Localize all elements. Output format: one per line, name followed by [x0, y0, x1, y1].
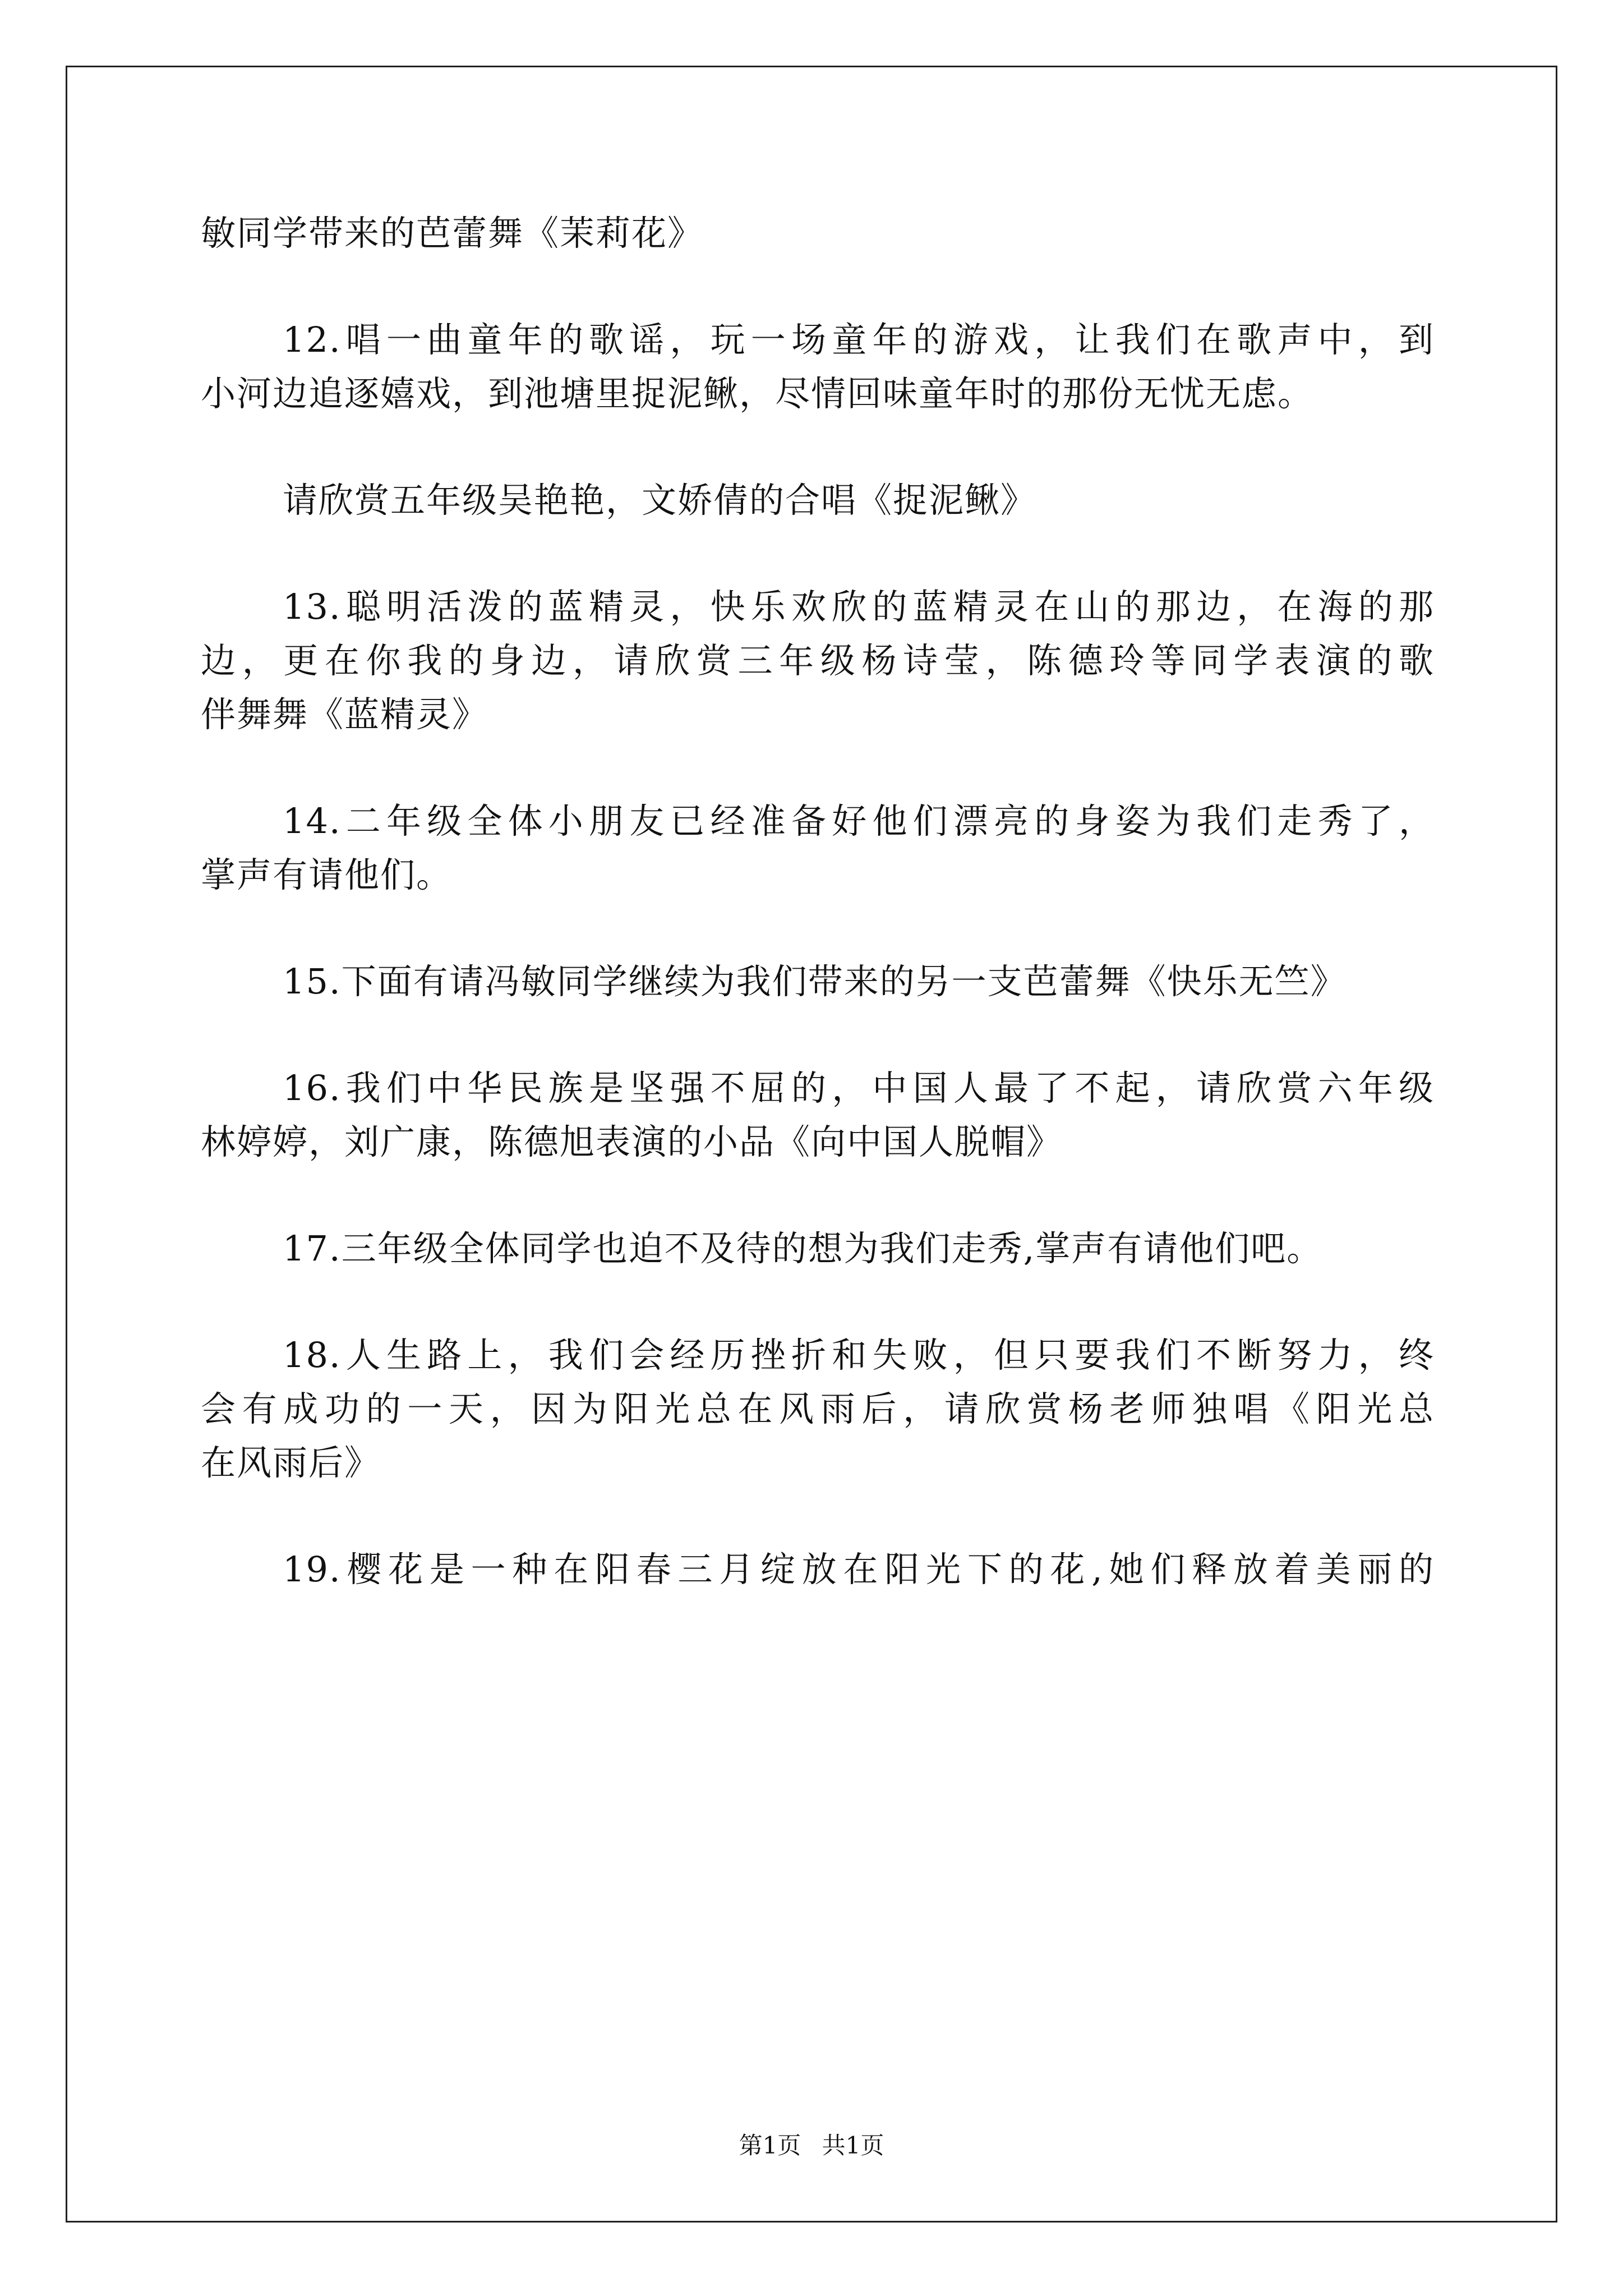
- text-line: 会有成功的一天，因为阳光总在风雨后，请欣赏杨老师独唱《阳光总: [201, 1388, 1435, 1429]
- page-footer: [0, 2132, 1623, 2160]
- paragraph-gap: [201, 527, 1435, 580]
- text-line: 伴舞舞《蓝精灵》: [201, 694, 488, 735]
- text-line: 15.下面有请冯敏同学继续为我们带来的另一支芭蕾舞《快乐无竺》: [283, 961, 1347, 1002]
- text-line: 林婷婷，刘广康，陈德旭表演的小品《向中国人脱帽》: [201, 1121, 1063, 1162]
- text-line: 17.三年级全体同学也迫不及待的想为我们走秀,掌声有请他们吧。: [283, 1228, 1323, 1269]
- page-total: 共1页: [822, 2132, 884, 2159]
- paragraph: [201, 794, 1435, 902]
- paragraph: [201, 206, 1435, 260]
- paragraph: [201, 313, 1435, 421]
- text-line: 14.二年级全体小朋友已经准备好他们漂亮的身姿为我们走秀了，: [283, 800, 1435, 841]
- text-line: 19.樱花是一种在阳春三月绽放在阳光下的花,她们释放着美丽的: [283, 1549, 1435, 1590]
- paragraph: [201, 473, 1435, 527]
- text-line: 18.人生路上，我们会经历挫折和失败，但只要我们不断努力，终: [283, 1335, 1435, 1375]
- paragraph: [201, 1222, 1435, 1276]
- paragraph-gap: [201, 742, 1435, 794]
- text-line: 13.聪明活泼的蓝精灵，快乐欢欣的蓝精灵在山的那边，在海的那: [283, 586, 1435, 627]
- text-line: 12.唱一曲童年的歌谣，玩一场童年的游戏，让我们在歌声中，到: [283, 319, 1435, 360]
- text-line: 掌声有请他们。: [201, 854, 453, 895]
- document-body: [201, 206, 1435, 1596]
- text-line: 小河边追逐嬉戏，到池塘里捉泥鳅，尽情回味童年时的那份无忧无虑。: [201, 373, 1314, 414]
- paragraph-gap: [201, 421, 1435, 473]
- paragraph-gap: [201, 1490, 1435, 1543]
- text-line: 在风雨后》: [201, 1442, 381, 1483]
- paragraph: [201, 1328, 1435, 1490]
- paragraph: [201, 1061, 1435, 1169]
- paragraph-gap: [201, 1009, 1435, 1061]
- paragraph: [201, 1543, 1435, 1596]
- text-line: 16.我们中华民族是坚强不屈的，中国人最了不起，请欣赏六年级: [283, 1068, 1435, 1108]
- paragraph-gap: [201, 902, 1435, 955]
- paragraph: [201, 580, 1435, 742]
- paragraph-gap: [201, 1276, 1435, 1328]
- paragraph: [201, 955, 1435, 1009]
- page-number: 第1页: [739, 2132, 801, 2159]
- text-line: 边，更在你我的身边，请欣赏三年级杨诗莹，陈德玲等同学表演的歌: [201, 640, 1435, 681]
- text-line: 请欣赏五年级吴艳艳，文娇倩的合唱《捉泥鳅》: [283, 480, 1037, 521]
- paragraph-gap: [201, 260, 1435, 313]
- text-line: 敏同学带来的芭蕾舞《茉莉花》: [201, 213, 704, 254]
- paragraph-gap: [201, 1169, 1435, 1222]
